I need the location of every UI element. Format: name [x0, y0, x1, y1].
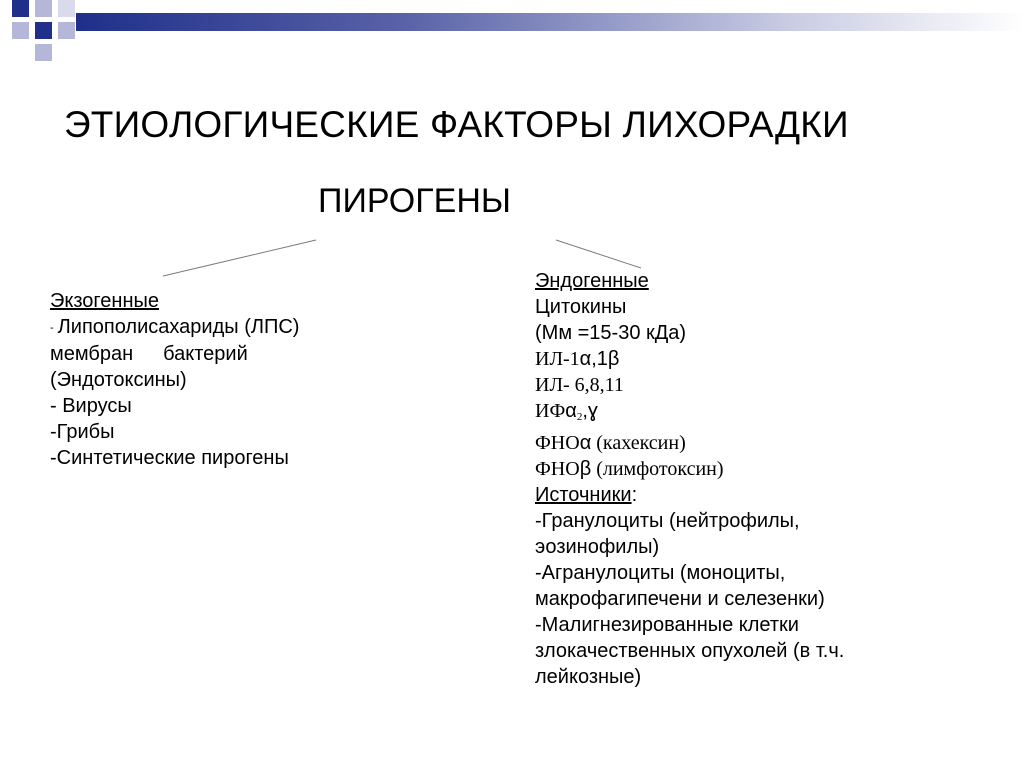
- exogenous-heading: Экзогенные: [50, 290, 159, 312]
- lps-text: Липополисахариды (ЛПС): [57, 316, 300, 338]
- source-item: лейкозные): [535, 666, 642, 688]
- list-item: -Синтетические пирогены: [50, 447, 289, 469]
- molecular-mass: (Мм =15-30 кДа): [535, 322, 687, 344]
- dash: -: [50, 322, 54, 334]
- cytokine-tnf-alpha: ФНОα (кахексин): [535, 432, 686, 454]
- list-item: [50, 341, 450, 367]
- list-item: - Вирусы: [50, 395, 132, 417]
- list-item: -Грибы: [50, 421, 115, 443]
- cytokines-label: Цитокины: [535, 296, 627, 318]
- source-item: -Малигнезированные клетки: [535, 614, 799, 636]
- list-item: (Эндотоксины): [50, 369, 187, 391]
- list-item: [50, 314, 450, 341]
- bacteria-text: бактерий: [163, 343, 248, 365]
- endogenous-heading: Эндогенные: [535, 270, 649, 292]
- cytokine-tnf-beta: ФНОβ (лимфотоксин): [535, 458, 724, 480]
- endogenous-column: [535, 268, 995, 690]
- connector-right: [556, 240, 641, 268]
- cytokine-il1: ИЛ-1α,1β: [535, 348, 620, 370]
- source-item: -Агранулоциты (моноциты,: [535, 562, 786, 584]
- membrane-text: мембран: [50, 343, 134, 365]
- source-item: -Гранулоциты (нейтрофилы,: [535, 510, 800, 532]
- slide-subtitle: ПИРОГЕНЫ: [318, 182, 511, 220]
- source-item: эозинофилы): [535, 536, 660, 558]
- source-item: злокачественных опухолей (в т.ч.: [535, 640, 845, 662]
- connector-left: [163, 240, 316, 276]
- sources-heading: Источники:: [535, 484, 638, 506]
- cytokine-il-other: ИЛ- 6,8,11: [535, 374, 624, 396]
- exogenous-column: [50, 288, 450, 471]
- slide-title: ЭТИОЛОГИЧЕСКИЕ ФАКТОРЫ ЛИХОРАДКИ: [64, 104, 849, 145]
- source-item: макрофагипечени и селезенки): [535, 588, 825, 610]
- cytokine-ifn: ИФα$_2$,ɣ: [535, 400, 598, 423]
